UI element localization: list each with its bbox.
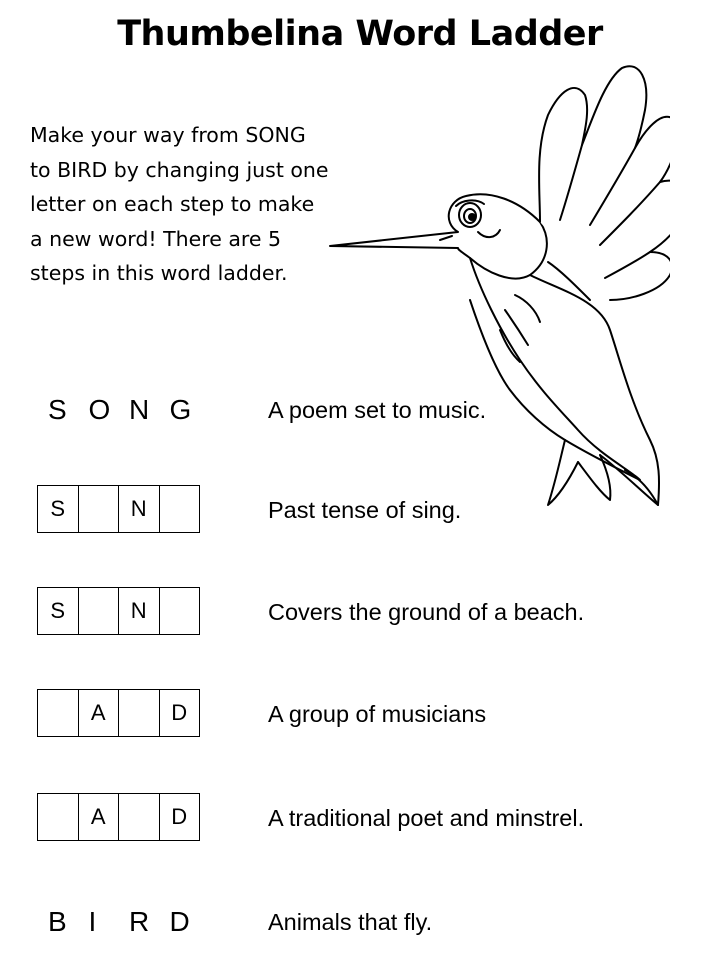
clue-text: A group of musicians [268, 700, 487, 727]
letter-box[interactable]: S [50, 598, 66, 623]
clue-text: Past tense of sing. [268, 496, 462, 523]
ladder-row-5 [0, 792, 720, 844]
instructions-text: Make your way from SONG to BIRD by changing just one letter on each step to make a new word! There are 5 steps in this word ladder. [30, 123, 329, 285]
page-title: Thumbelina Word Ladder [117, 14, 603, 54]
clue-text: Covers the ground of a beach. [268, 598, 585, 625]
letter-boxes [37, 689, 200, 737]
hummingbird-illustration [320, 55, 670, 525]
letter: O [88, 394, 111, 425]
letter: G [169, 394, 192, 425]
letter-boxes [37, 587, 200, 635]
ladder-row-1 [0, 384, 720, 436]
letter: S [48, 394, 67, 425]
ladder-row-2 [0, 484, 720, 536]
letter-boxes [37, 485, 200, 533]
letter-box[interactable]: A [78, 794, 119, 840]
letter-box[interactable]: D [159, 690, 200, 736]
letter: B [48, 906, 67, 937]
letter: I [88, 906, 97, 937]
letter-box[interactable] [118, 794, 159, 840]
clue-text: A traditional poet and minstrel. [268, 804, 585, 831]
letter-box[interactable]: N [118, 486, 159, 532]
letter-box[interactable] [38, 690, 78, 736]
letter-box[interactable]: D [159, 794, 200, 840]
letter: R [129, 906, 150, 937]
letter-box[interactable] [78, 588, 119, 634]
letter: N [129, 394, 150, 425]
ladder-row-6 [0, 896, 720, 948]
letter-box[interactable]: N [118, 588, 159, 634]
letter: D [169, 906, 190, 937]
ladder-row-3 [0, 586, 720, 638]
letter-box[interactable] [78, 486, 119, 532]
letter-box[interactable] [38, 794, 78, 840]
letter-boxes [37, 793, 200, 841]
clue-text: Animals that fly. [268, 908, 433, 935]
start-word [48, 384, 210, 436]
ladder-row-4 [0, 688, 720, 740]
clue-text: A poem set to music. [268, 396, 487, 423]
end-word [48, 896, 210, 948]
letter-box[interactable]: S [50, 496, 66, 521]
letter-box[interactable] [159, 588, 200, 634]
letter-box[interactable] [118, 690, 159, 736]
letter-box[interactable]: A [78, 690, 119, 736]
letter-box[interactable] [159, 486, 200, 532]
